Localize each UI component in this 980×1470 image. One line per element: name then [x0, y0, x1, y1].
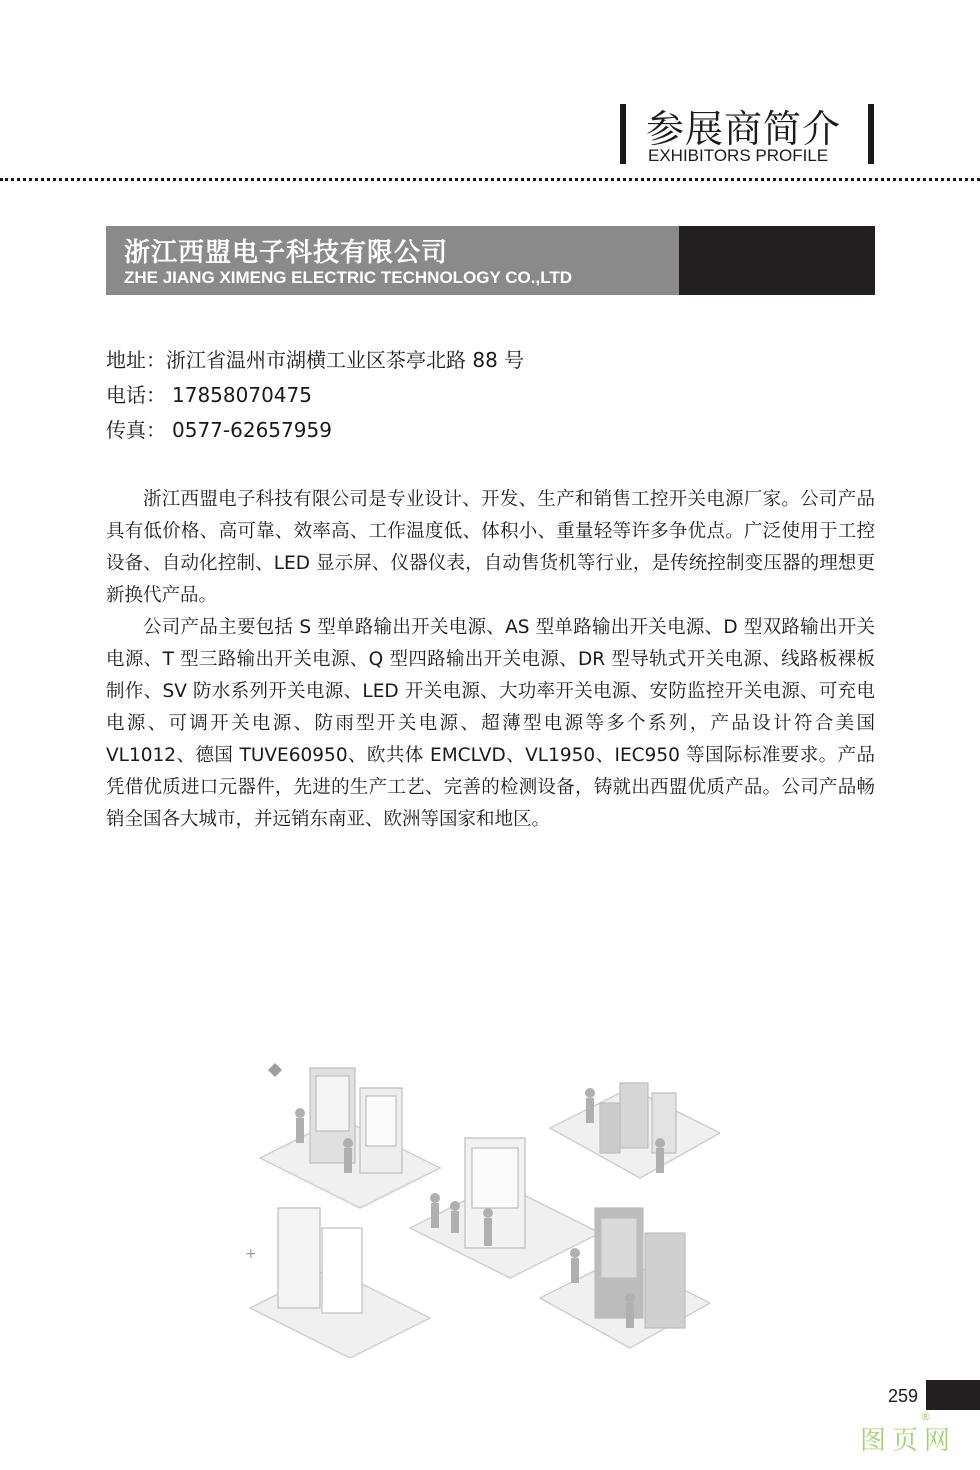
- cabinet-machine: [322, 1228, 362, 1313]
- fax-line: [106, 413, 524, 448]
- company-banner: [106, 226, 875, 295]
- vending-machine-4: [645, 1233, 685, 1328]
- header-subtitle: EXHIBITORS PROFILE: [648, 146, 829, 165]
- phone-label: 电话：: [106, 383, 166, 407]
- description-paragraph-1: 浙江西盟电子科技有限公司是专业设计、开发、生产和销售工控开关电源厂家。公司产品具有低价格、高可靠、效率高、工作温度低、体积小、重量轻等许多争优点。广泛使用于工控设备、自动化控制、LED 显示屏、仪器仪表，自动售货机等行业，是传统控制变压器的理想更新换代产品。: [106, 489, 875, 606]
- watermark-registered-mark: ®: [920, 1410, 931, 1423]
- page-number: 259: [888, 1386, 919, 1406]
- atm-machine: [600, 1103, 620, 1153]
- company-name-cn: 浙江西盟电子科技有限公司: [124, 238, 449, 268]
- watermark-logo: 图页网: [860, 1426, 957, 1456]
- company-description: [106, 484, 875, 836]
- dotted-divider: [0, 178, 980, 181]
- description-paragraph-2: 公司产品主要包括 S 型单路输出开关电源、AS 型单路输出开关电源、D 型双路输出开关电源、T 型三路输出开关电源、Q 型四路输出开关电源、DR 型导轨式开关电源、线路板裸板制作、SV 防水系列开关电源、LED 开关电源、大功率开关电源、安防监控开关电源、可充电电源、可调开关电源、防雨型开关电源、超薄型电源等多个系列，产品设计符合美国 VL1012、德国 TUVE60950、欧共体 EMCLVD、VL1950、IEC950 等国际标准要求。产品凭借优质进口元器件，先进的生产工艺、完善的检测设备，铸就出西盟优质产品。公司产品畅销全国各大城市，并远销东南亚、欧洲等国家和地区。: [106, 617, 875, 830]
- kiosk-1: [620, 1083, 648, 1148]
- diamond-decoration: [268, 1063, 282, 1077]
- banner-dark-block: [679, 226, 875, 295]
- page-tab: [926, 1380, 980, 1410]
- address-value: 浙江省温州市湖横工业区茶亭北路 88 号: [166, 348, 525, 372]
- plus-decoration: +: [245, 1246, 257, 1262]
- company-name-en: ZHE JIANG XIMENG ELECTRIC TECHNOLOGY CO.,LTD: [124, 268, 573, 287]
- address-line: [106, 343, 524, 378]
- contact-block: [106, 343, 524, 448]
- fax-value: 0577-62657959: [172, 418, 332, 442]
- header-title: 参展商简介: [646, 107, 842, 151]
- phone-line: [106, 378, 524, 413]
- fax-label: 传真：: [106, 418, 166, 442]
- address-label: 地址：: [106, 348, 166, 372]
- vending-machine-illustration: [240, 1058, 720, 1358]
- header-bar-right: [868, 104, 874, 164]
- phone-value: 17858070475: [172, 383, 312, 407]
- header-bar-left: [620, 104, 626, 164]
- fridge-machine: [278, 1208, 320, 1308]
